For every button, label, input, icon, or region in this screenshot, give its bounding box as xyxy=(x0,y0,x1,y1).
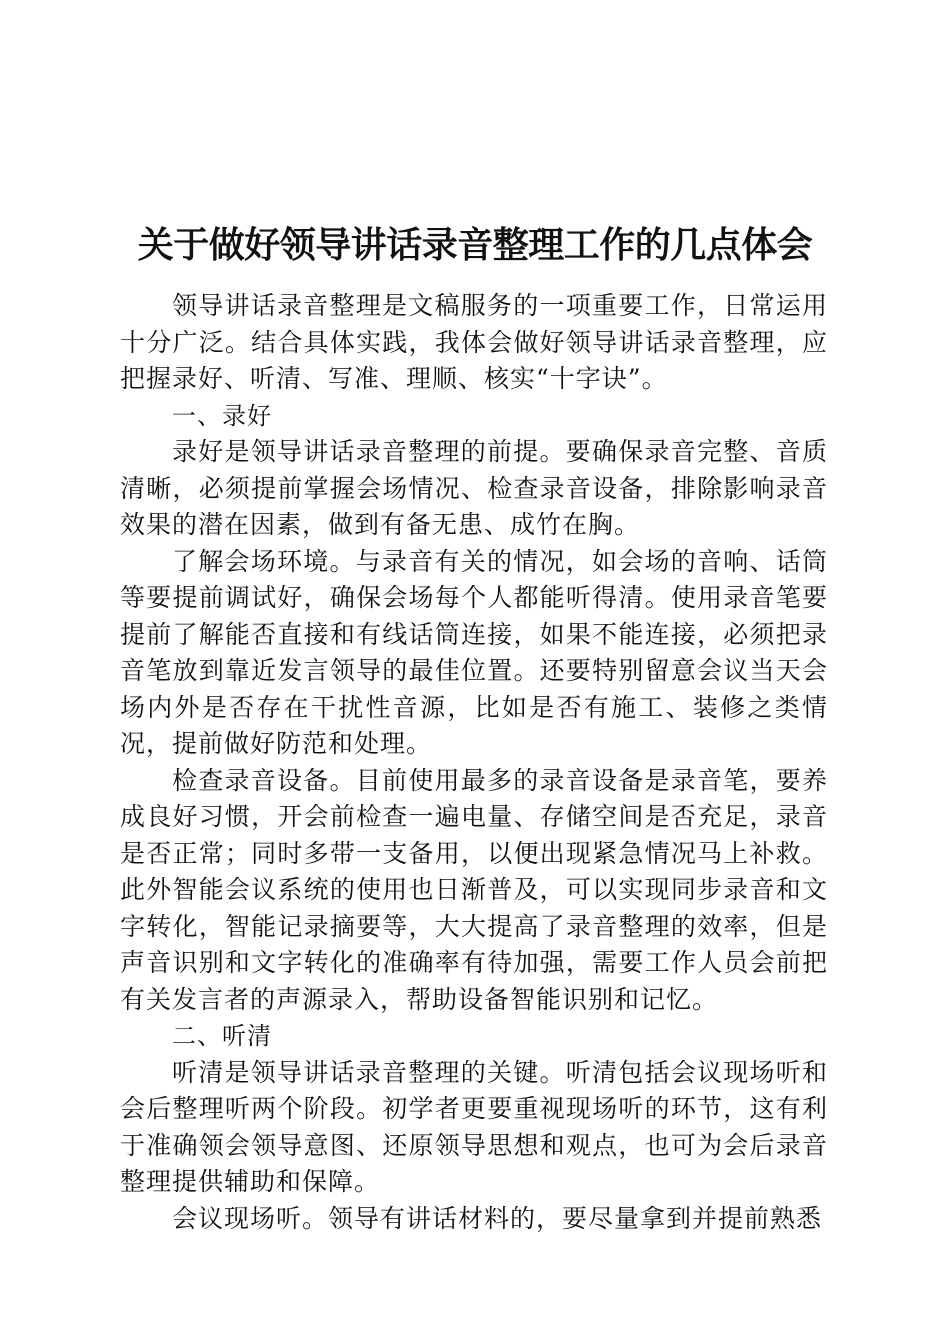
section-paragraph: 了解会场环境。与录音有关的情况，如会场的音响、话筒等要提前调试好，确保会场每个人都能听得清。使用录音笔要提前了解能否直接和有线话筒连接，如果不能连接，必须把录音笔放到靠近发言领导的最佳位置。还要特别留意会议当天会场内外是否存在干扰性音源，比如是否有施工、装修之类情况，提前做好防范和处理。 xyxy=(120,546,828,758)
section-heading: 二、听清 xyxy=(172,1022,272,1050)
section-paragraph: 听清是领导讲话录音整理的关键。听清包括会议现场听和会后整理听两个阶段。初学者更要重视现场听的环节，这有利于准确领会领导意图、还原领导思想和观点，也可为会后录音整理提供辅助和保障。 xyxy=(120,1057,828,1196)
section-recording xyxy=(120,398,828,1019)
section-paragraph: 录好是领导讲话录音整理的前提。要确保录音完整、音质清晰，必须提前掌握会场情况、检查录音设备，排除影响录音效果的潜在因素，做到有备无患、成竹在胸。 xyxy=(120,437,828,539)
section-paragraph: 检查录音设备。目前使用最多的录音设备是录音笔，要养成良好习惯，开会前检查一遍电量、存储空间是否充足，录音是否正常；同时多带一支备用，以便出现紧急情况马上补救。此外智能会议系统的使用也日渐普及，可以实现同步录音和文字转化，智能记录摘要等，大大提高了录音整理的效率，但是声音识别和文字转化的准确率有待加强，需要工作人员会前把有关发言者的声源录入，帮助设备智能识别和记忆。 xyxy=(120,765,828,1014)
section-heading: 一、录好 xyxy=(172,401,272,430)
section-paragraph: 会议现场听。领导有讲话材料的，要尽量拿到并提前熟悉 xyxy=(172,1203,823,1233)
document-body xyxy=(120,288,828,1237)
section-listening xyxy=(120,1018,828,1237)
intro-paragraph: 领导讲话录音整理是文稿服务的一项重要工作，日常运用十分广泛。结合具体实践，我体会做好领导讲话录音整理，应把握录好、听清、写准、理顺、核实“十字诀”。 xyxy=(120,291,828,393)
document-title: 关于做好领导讲话录音整理工作的几点体会 xyxy=(137,224,813,267)
